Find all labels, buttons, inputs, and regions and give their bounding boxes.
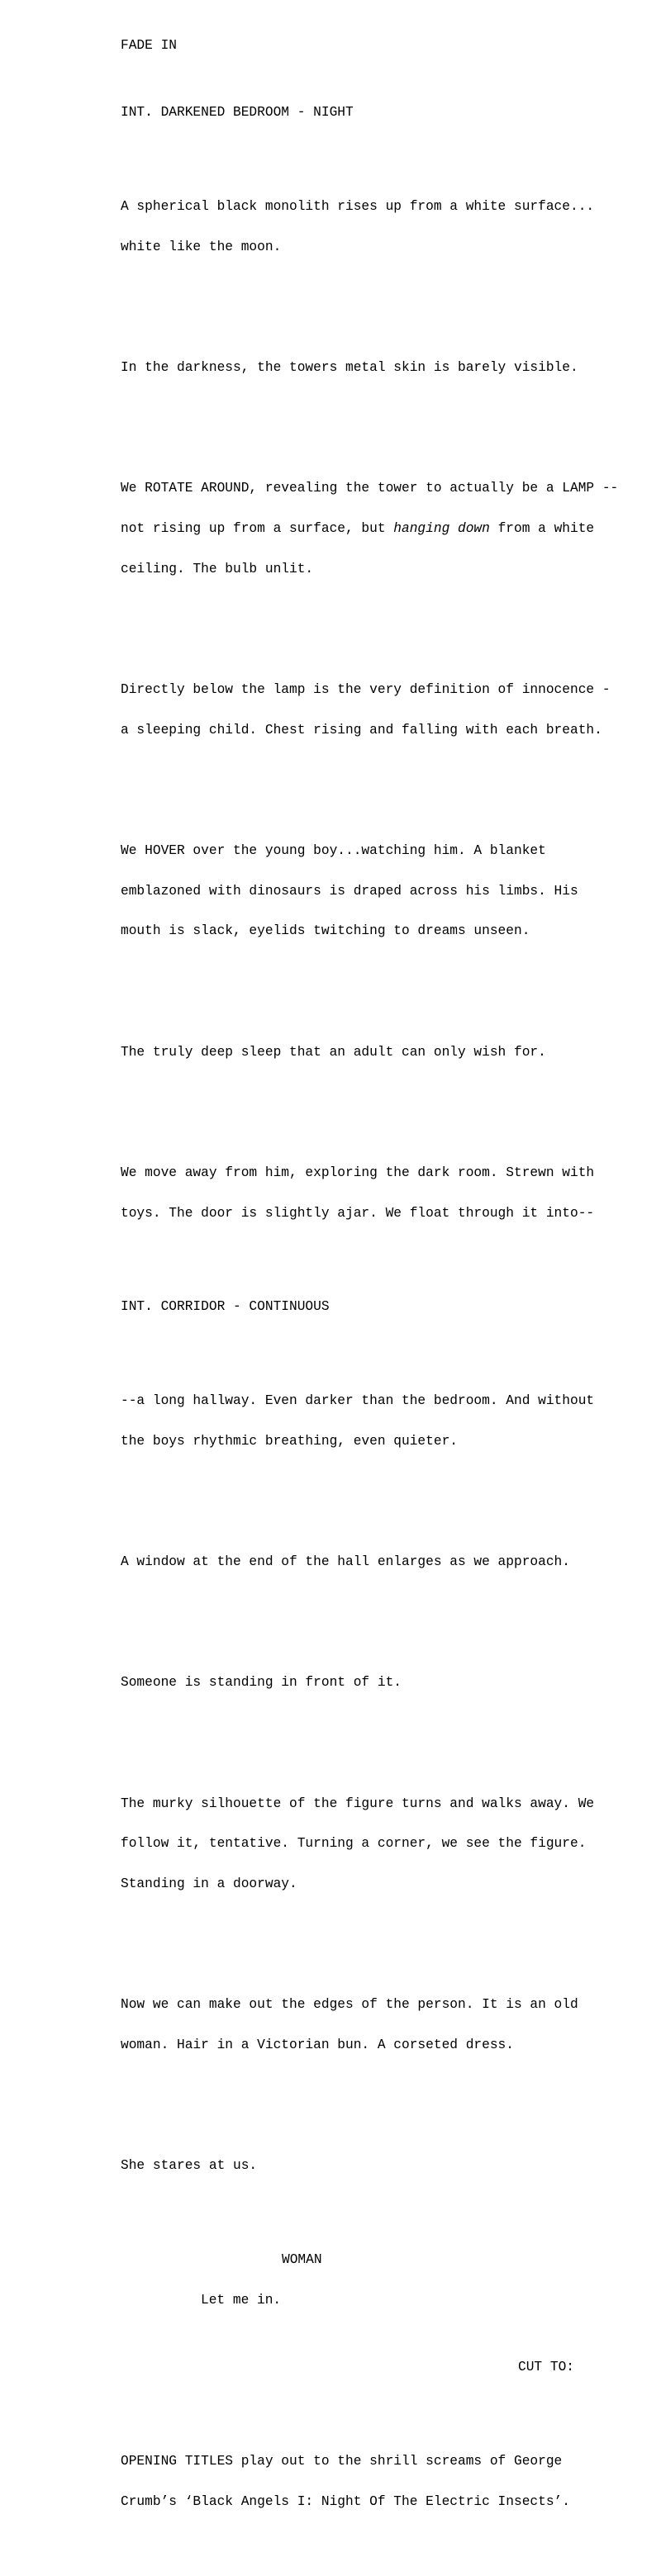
transition-cut-to: CUT TO: xyxy=(518,2360,574,2374)
action-line: Now we can make out the edges of the person. It is an old xyxy=(121,1997,578,2013)
action-line: Someone is standing in front of it. xyxy=(121,1675,402,1691)
action-line: white like the moon. xyxy=(121,239,282,254)
action-paragraph xyxy=(121,1529,649,1596)
screenplay-text xyxy=(121,0,649,2575)
action-line: toys. The door is slightly ajar. We float through it into-- xyxy=(121,1205,595,1221)
action-line: We ROTATE AROUND, revealing the tower to actually be a LAMP -- xyxy=(121,481,619,496)
action-text: from a white xyxy=(489,520,595,536)
action-text: not rising up from a surface, but xyxy=(121,520,394,536)
action-line: In the darkness, the towers metal skin is barely visible. xyxy=(121,359,578,375)
action-line: --a long hallway. Even darker than the bedroom. And without xyxy=(121,1393,595,1408)
action-line: Crumb’s ‘Black Angels I: Night Of The Electric Insects’. xyxy=(121,2493,570,2509)
italic-text: hanging down xyxy=(393,520,490,536)
action-line: We HOVER over the young boy...watching him. A blanket xyxy=(121,842,546,858)
action-paragraph xyxy=(121,1649,649,1716)
action-line: The truly deep sleep that an adult can only wish for. xyxy=(121,1044,546,1060)
action-paragraph xyxy=(121,656,649,763)
action-line: ceiling. The bulb unlit. xyxy=(121,561,314,576)
action-paragraph xyxy=(121,2132,649,2199)
action-line: follow it, tentative. Turning a corner, we see the figure. xyxy=(121,1836,587,1852)
character-name: WOMAN xyxy=(282,2252,322,2267)
action-paragraph xyxy=(121,1139,649,1246)
action-line: mouth is slack, eyelids twitching to dreams unseen. xyxy=(121,923,530,939)
action-line: A spherical black monolith rises up from a white surface... xyxy=(121,198,595,214)
action-paragraph xyxy=(121,1770,649,1918)
action-line: woman. Hair in a Victorian bun. A corseted dress. xyxy=(121,2038,514,2052)
action-line: The murky silhouette of the figure turns and walks away. We xyxy=(121,1796,595,1811)
action-line: a sleeping child. Chest rising and falling with each breath. xyxy=(121,722,602,738)
scene-heading: INT. DARKENED BEDROOM - NIGHT xyxy=(121,105,354,120)
dialogue-line: Let me in. xyxy=(201,2292,282,2308)
action-paragraph xyxy=(121,1368,649,1475)
action-line: Standing in a doorway. xyxy=(121,1876,297,1891)
transition-fade-in: FADE IN xyxy=(121,37,177,53)
scene-heading: INT. CORRIDOR - CONTINUOUS xyxy=(121,1299,330,1315)
action-line xyxy=(121,522,649,535)
action-line: emblazoned with dinosaurs is draped across his limbs. His xyxy=(121,883,578,899)
action-line: the boys rhythmic breathing, even quieter. xyxy=(121,1433,458,1449)
action-paragraph xyxy=(121,173,649,280)
action-line: She stares at us. xyxy=(121,2158,258,2174)
action-paragraph xyxy=(121,1018,649,1085)
action-paragraph xyxy=(121,455,649,603)
action-paragraph xyxy=(121,817,649,965)
action-paragraph xyxy=(121,334,649,401)
action-line: We move away from him, exploring the dark room. Strewn with xyxy=(121,1165,595,1180)
action-line: Directly below the lamp is the very definition of innocence - xyxy=(121,681,611,697)
action-paragraph xyxy=(121,2427,649,2535)
action-line: OPENING TITLES play out to the shrill screams of George xyxy=(121,2453,563,2469)
action-line: A window at the end of the hall enlarges as we approach. xyxy=(121,1554,570,1569)
action-paragraph xyxy=(121,1971,649,2079)
